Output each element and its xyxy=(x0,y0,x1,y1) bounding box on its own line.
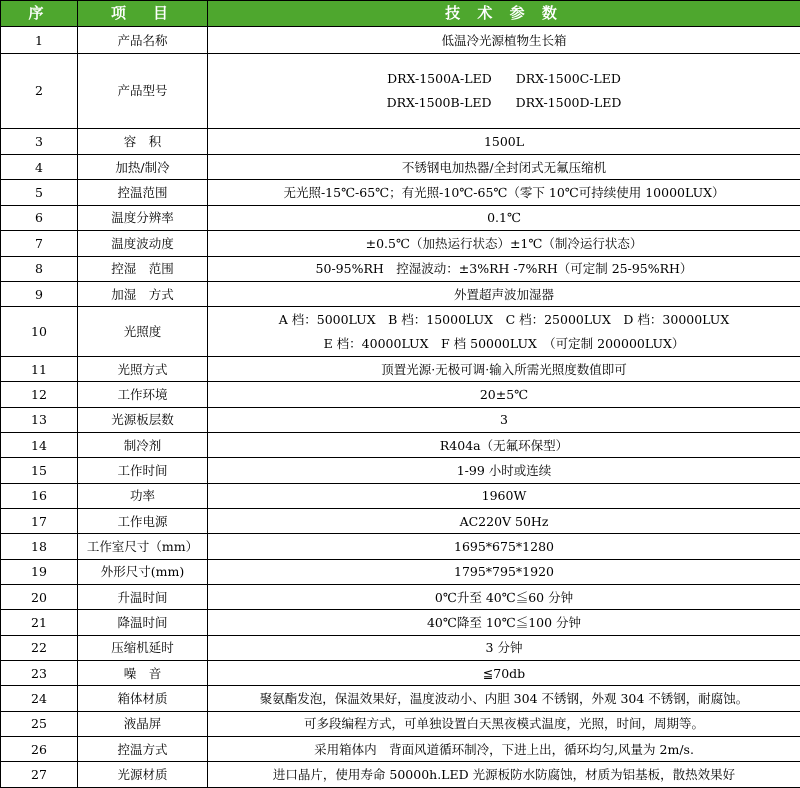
row-item: 工作室尺寸（mm） xyxy=(78,534,208,559)
table-row xyxy=(1,205,800,230)
row-no: 17 xyxy=(1,508,78,533)
row-item: 控温范围 xyxy=(78,180,208,205)
table-row xyxy=(1,407,800,432)
row-no: 2 xyxy=(1,53,78,128)
row-item: 箱体材质 xyxy=(78,686,208,711)
table-row xyxy=(1,762,800,788)
row-value: 聚氨酯发泡，保温效果好，温度波动小、内胆 304 不锈钢，外观 304 不锈钢，耐腐蚀。 xyxy=(208,686,800,711)
table-row xyxy=(1,356,800,381)
table-row xyxy=(1,27,800,53)
row-item: 压缩机延时 xyxy=(78,635,208,660)
row-value: 1500L xyxy=(208,128,800,154)
row-item: 温度波动度 xyxy=(78,231,208,256)
row-no: 19 xyxy=(1,559,78,584)
table-row xyxy=(1,458,800,483)
row-item: 光照度 xyxy=(78,307,208,357)
row-value: 1-99 小时或连续 xyxy=(208,458,800,483)
row-value: 0℃升至 40℃≦60 分钟 xyxy=(208,584,800,609)
row-value: 低温冷光源植物生长箱 xyxy=(208,27,800,53)
row-item: 光照方式 xyxy=(78,356,208,381)
row-no: 10 xyxy=(1,307,78,357)
row-no: 7 xyxy=(1,231,78,256)
lux-line-1: A 档：5000LUX B 档：15000LUX C 档：25000LUX D 档：30000LUX xyxy=(278,311,730,327)
table-row xyxy=(1,432,800,457)
table-row xyxy=(1,584,800,609)
row-no: 16 xyxy=(1,483,78,508)
row-item: 光源板层数 xyxy=(78,407,208,432)
row-item: 工作电源 xyxy=(78,508,208,533)
row-value: 20±5℃ xyxy=(208,382,800,407)
table-row xyxy=(1,128,800,154)
row-item: 容 积 xyxy=(78,128,208,154)
table-row xyxy=(1,307,800,357)
row-no: 9 xyxy=(1,281,78,306)
row-value xyxy=(208,307,800,357)
row-no: 3 xyxy=(1,128,78,154)
row-value: ≦70db xyxy=(208,661,800,686)
row-no: 5 xyxy=(1,180,78,205)
table-row xyxy=(1,155,800,180)
row-no: 12 xyxy=(1,382,78,407)
row-no: 21 xyxy=(1,610,78,635)
row-no: 15 xyxy=(1,458,78,483)
row-item: 降温时间 xyxy=(78,610,208,635)
table-row xyxy=(1,382,800,407)
table-row xyxy=(1,610,800,635)
table-row xyxy=(1,180,800,205)
row-no: 4 xyxy=(1,155,78,180)
row-no: 20 xyxy=(1,584,78,609)
row-value: 50-95%RH 控湿波动：±3%RH -7%RH（可定制 25-95%RH） xyxy=(208,256,800,281)
model-line-1 xyxy=(210,67,798,91)
model-d: DRX-1500D-LED xyxy=(515,94,622,110)
row-item: 控湿 范围 xyxy=(78,256,208,281)
header-no: 序 xyxy=(1,1,78,27)
row-item: 功率 xyxy=(78,483,208,508)
table-row xyxy=(1,737,800,762)
row-value: 1795*795*1920 xyxy=(208,559,800,584)
row-item: 制冷剂 xyxy=(78,432,208,457)
table-row xyxy=(1,231,800,256)
table-row xyxy=(1,483,800,508)
table-row xyxy=(1,559,800,584)
row-value: 1960W xyxy=(208,483,800,508)
header-spec: 技 术 参 数 xyxy=(208,1,800,27)
row-item: 液晶屏 xyxy=(78,711,208,736)
row-item: 噪 音 xyxy=(78,661,208,686)
table-row xyxy=(1,711,800,736)
table-row xyxy=(1,661,800,686)
table-row xyxy=(1,635,800,660)
row-no: 18 xyxy=(1,534,78,559)
row-item: 加热/制冷 xyxy=(78,155,208,180)
table-row xyxy=(1,256,800,281)
row-value: 1695*675*1280 xyxy=(208,534,800,559)
row-no: 25 xyxy=(1,711,78,736)
row-value: 0.1℃ xyxy=(208,205,800,230)
model-line-2 xyxy=(210,91,798,115)
row-no: 8 xyxy=(1,256,78,281)
table-row xyxy=(1,686,800,711)
row-item: 光源材质 xyxy=(78,762,208,788)
model-a: DRX-1500A-LED xyxy=(387,70,492,86)
row-no: 23 xyxy=(1,661,78,686)
row-item: 产品名称 xyxy=(78,27,208,53)
row-value: 进口晶片，使用寿命 50000h.LED 光源板防水防腐蚀，材质为铝基板，散热效果好 xyxy=(208,762,800,788)
row-value: 3 xyxy=(208,407,800,432)
row-no: 1 xyxy=(1,27,78,53)
lux-line-2: E 档：40000LUX F 档 50000LUX （可定制 200000LUX） xyxy=(323,335,685,351)
table-row xyxy=(1,508,800,533)
row-value: 采用箱体内 背面风道循环制冷，下进上出，循环均匀,风量为 2m/s. xyxy=(208,737,800,762)
row-item: 控温方式 xyxy=(78,737,208,762)
row-no: 11 xyxy=(1,356,78,381)
row-item: 工作时间 xyxy=(78,458,208,483)
row-item: 外形尺寸(mm) xyxy=(78,559,208,584)
row-value: R404a（无氟环保型） xyxy=(208,432,800,457)
row-value: 40℃降至 10℃≦100 分钟 xyxy=(208,610,800,635)
row-item: 加湿 方式 xyxy=(78,281,208,306)
table-header-row xyxy=(1,1,800,27)
row-value: ±0.5℃（加热运行状态）±1℃（制冷运行状态） xyxy=(208,231,800,256)
table-row xyxy=(1,53,800,128)
row-item: 升温时间 xyxy=(78,584,208,609)
row-no: 26 xyxy=(1,737,78,762)
row-value: 顶置光源·无极可调·输入所需光照度数值即可 xyxy=(208,356,800,381)
row-no: 24 xyxy=(1,686,78,711)
table-row xyxy=(1,534,800,559)
row-no: 6 xyxy=(1,205,78,230)
row-value: 3 分钟 xyxy=(208,635,800,660)
table-row xyxy=(1,281,800,306)
row-no: 22 xyxy=(1,635,78,660)
row-value: 无光照-15℃-65℃；有光照-10℃-65℃（零下 10℃可持续使用 10000LUX） xyxy=(208,180,800,205)
row-value: 外置超声波加湿器 xyxy=(208,281,800,306)
model-c: DRX-1500C-LED xyxy=(515,70,621,86)
row-item: 工作环境 xyxy=(78,382,208,407)
row-no: 27 xyxy=(1,762,78,788)
row-item: 温度分辨率 xyxy=(78,205,208,230)
row-no: 13 xyxy=(1,407,78,432)
row-value: AC220V 50Hz xyxy=(208,508,800,533)
row-value: 不锈钢电加热器/全封闭式无氟压缩机 xyxy=(208,155,800,180)
row-item: 产品型号 xyxy=(78,53,208,128)
model-b: DRX-1500B-LED xyxy=(386,94,492,110)
row-value: 可多段编程方式，可单独设置白天黑夜模式温度，光照，时间，周期等。 xyxy=(208,711,800,736)
header-item: 项 目 xyxy=(78,1,208,27)
row-value xyxy=(208,53,800,128)
row-no: 14 xyxy=(1,432,78,457)
